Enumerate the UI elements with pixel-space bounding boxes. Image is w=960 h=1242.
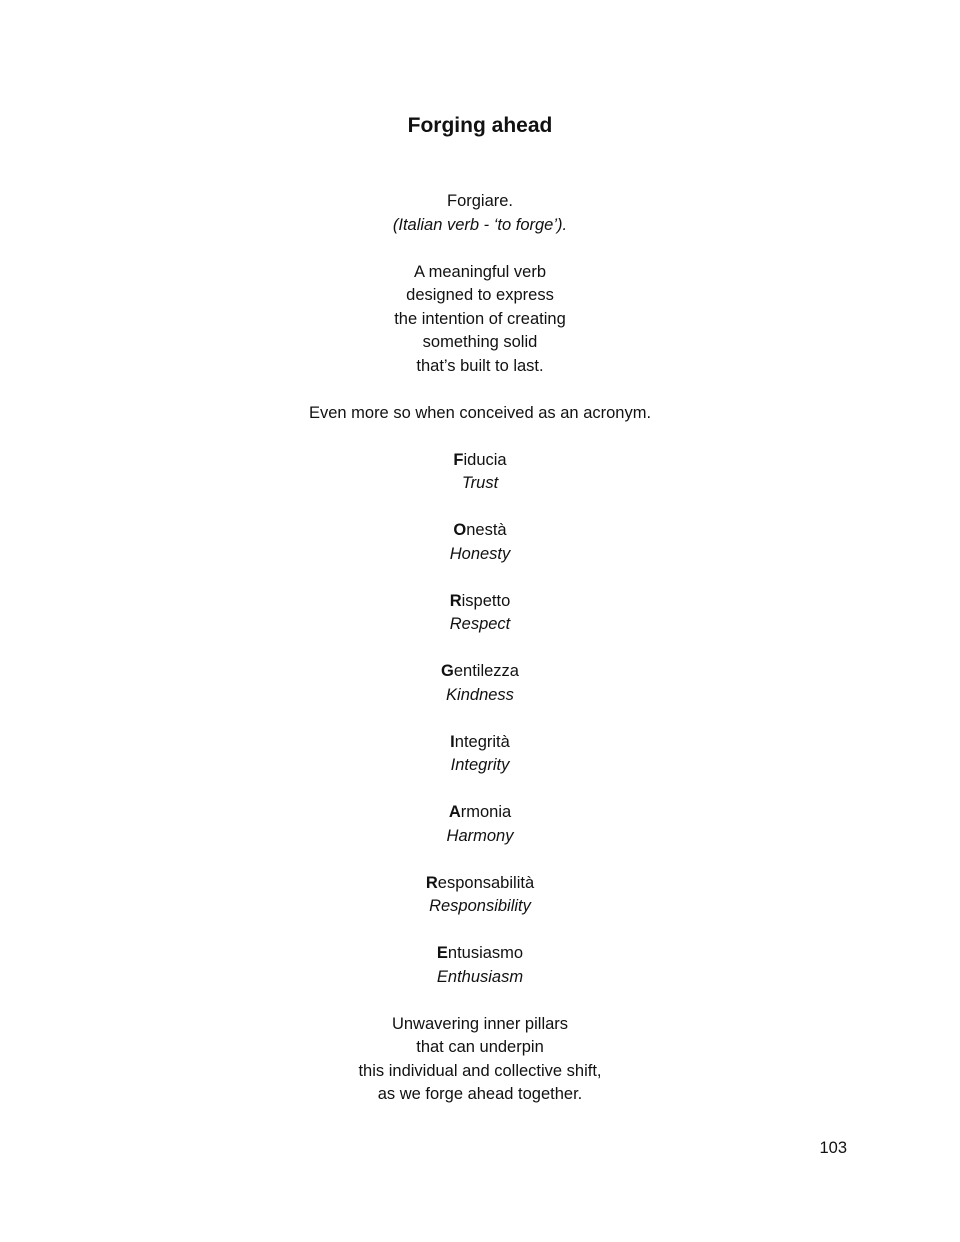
acronym-entry-responsabilita (0, 872, 960, 919)
acronym-entry-fiducia (0, 449, 960, 496)
spacer (0, 778, 960, 802)
spacer (0, 425, 960, 449)
acronym-word (0, 590, 960, 614)
closing-line: that can underpin (416, 1038, 544, 1056)
acronym-translation: Kindness (446, 685, 514, 704)
acronym-word-rest: entilezza (453, 662, 519, 680)
spacer (0, 378, 960, 402)
description-line: that’s built to last. (416, 356, 544, 375)
acronym-initial: E (436, 944, 448, 962)
acronym-translation: Honesty (449, 544, 511, 563)
spacer (0, 637, 960, 661)
poem-body (0, 190, 960, 1107)
acronym-initial: R (449, 591, 462, 610)
acronym-word (0, 942, 960, 966)
acronym-intro: Even more so when conceived as an acronym. (308, 403, 652, 422)
acronym-entry-integrita (0, 731, 960, 778)
acronym-word (0, 731, 960, 755)
description-line: A meaningful verb (413, 262, 547, 281)
acronym-word (0, 519, 960, 543)
acronym-initial: G (441, 662, 454, 680)
page-number: 103 (819, 1139, 847, 1157)
acronym-initial: O (453, 521, 467, 539)
acronym-entry-armonia (0, 801, 960, 848)
page-title: Forging ahead (407, 114, 553, 137)
acronym-entry-gentilezza (0, 660, 960, 707)
spacer (0, 566, 960, 590)
intro-translation: (Italian verb - ‘to forge’). (392, 215, 568, 234)
acronym-word (0, 872, 960, 896)
acronym-word-rest: iducia (463, 450, 507, 469)
closing-line: Unwavering inner pillars (391, 1014, 569, 1033)
acronym-word (0, 801, 960, 825)
acronym-translation: Responsibility (429, 897, 531, 915)
acronym-word-rest: rmonia (460, 803, 512, 821)
spacer (0, 919, 960, 943)
description-line: the intention of creating (394, 309, 566, 328)
acronym-entry-rispetto (0, 590, 960, 637)
acronym-entry-onesta (0, 519, 960, 566)
closing-line: as we forge ahead together. (377, 1085, 583, 1103)
spacer (0, 496, 960, 520)
acronym-word (0, 449, 960, 473)
acronym-word-rest: nestà (466, 521, 507, 539)
acronym-word-rest: ispetto (461, 591, 511, 610)
acronym-translation: Trust (461, 474, 499, 492)
spacer (0, 237, 960, 261)
description-line: something solid (422, 333, 538, 351)
acronym-initial: F (453, 450, 464, 469)
spacer (0, 989, 960, 1013)
intro-word: Forgiare. (446, 192, 514, 210)
closing-line: this individual and collective shift, (358, 1061, 602, 1080)
spacer (0, 848, 960, 872)
acronym-initial: I (450, 732, 455, 751)
acronym-translation: Respect (449, 615, 511, 633)
acronym-translation: Enthusiasm (436, 967, 524, 986)
acronym-word (0, 660, 960, 684)
acronym-word-rest: esponsabilità (437, 873, 535, 892)
spacer (0, 707, 960, 731)
acronym-entry-entusiasmo (0, 942, 960, 989)
acronym-translation: Integrity (450, 756, 510, 774)
acronym-word-rest: ntegrità (454, 732, 510, 751)
acronym-initial: A (448, 803, 461, 821)
description-line: designed to express (406, 286, 554, 304)
acronym-initial: R (425, 873, 438, 892)
acronym-word-rest: ntusiasmo (447, 944, 524, 962)
acronym-translation: Harmony (446, 826, 514, 845)
